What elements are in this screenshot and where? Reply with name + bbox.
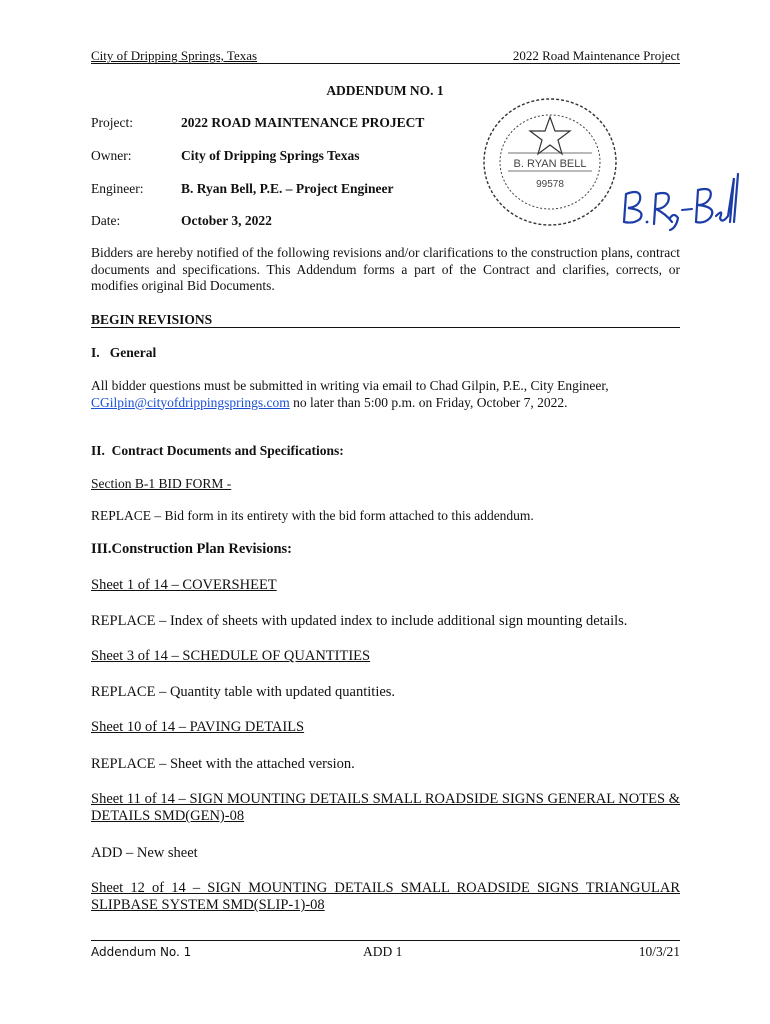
date-label: Date:	[91, 213, 121, 228]
section-b1-text: REPLACE – Bid form in its entirety with the bid form attached to this addendum.	[91, 508, 534, 523]
footer-left: Addendum No. 1	[91, 945, 192, 959]
header-left: City of Dripping Springs, Texas	[91, 48, 258, 63]
footer-date: 10/3/21	[638, 944, 680, 959]
footer-rule	[91, 940, 680, 941]
sheet-1-title: Sheet 1 of 14 – COVERSHEET	[91, 577, 277, 593]
city-engineer-email-link[interactable]: CGilpin@cityofdrippingsprings.com	[91, 394, 290, 410]
header-rule	[91, 63, 680, 64]
section-general-text	[91, 378, 680, 411]
project-value: 2022 ROAD MAINTENANCE PROJECT	[181, 115, 425, 130]
sheet-11-text: ADD – New sheet	[91, 845, 198, 861]
sheet-3-text: REPLACE – Quantity table with updated quantities.	[91, 684, 396, 700]
signature-icon	[620, 172, 750, 232]
sheet-11-title: Sheet 11 of 14 – SIGN MOUNTING DETAILS SMALL ROADSIDE SIGNS GENERAL NOTES & DETAILS SMD(GEN)-08	[91, 791, 680, 824]
sheet-10-text: REPLACE – Sheet with the attached version.	[91, 756, 355, 772]
section-general-heading: I. General	[91, 345, 157, 360]
header-right: 2022 Road Maintenance Project	[512, 48, 680, 63]
begin-revisions-heading: BEGIN REVISIONS	[91, 312, 213, 327]
general-text-line2	[91, 395, 680, 412]
section-contract-heading: II. Contract Documents and Specifications:	[91, 443, 344, 458]
date-value: October 3, 2022	[181, 213, 272, 228]
sheet-1-text: REPLACE – Index of sheets with updated index to include additional sign mounting details.	[91, 613, 628, 629]
sheet-3-title: Sheet 3 of 14 – SCHEDULE OF QUANTITIES	[91, 648, 371, 664]
document-title: ADDENDUM NO. 1	[326, 83, 444, 98]
begin-revisions-rule	[91, 327, 680, 328]
owner-label: Owner:	[91, 148, 132, 163]
engineer-value: B. Ryan Bell, P.E. – Project Engineer	[181, 181, 394, 196]
engineer-label: Engineer:	[91, 181, 144, 196]
seal-name: B. RYAN BELL	[513, 158, 587, 170]
section-plan-revisions-heading: III.Construction Plan Revisions:	[91, 541, 293, 557]
sheet-12-title: Sheet 12 of 14 – SIGN MOUNTING DETAILS SMALL ROADSIDE SIGNS TRIANGULAR SLIPBASE SYSTEM SMD(SLIP-1)-08	[91, 880, 680, 913]
footer-page-label: ADD 1	[363, 944, 403, 959]
project-label: Project:	[91, 115, 133, 130]
owner-value: City of Dripping Springs Texas	[181, 148, 360, 163]
section-b1-title: Section B-1 BID FORM -	[91, 476, 232, 491]
intro-paragraph: Bidders are hereby notified of the following revisions and/or clarifications to the construction plans, contract documents and specifications. This Addendum forms a part of the Contract and clarifies, corrects, or modifies original Bid Documents.	[91, 245, 680, 293]
sheet-10-title: Sheet 10 of 14 – PAVING DETAILS	[91, 719, 305, 735]
engineer-seal-icon	[480, 95, 620, 230]
seal-number: 99578	[536, 179, 564, 190]
general-text-deadline: no later than 5:00 p.m. on Friday, October 7, 2022.	[289, 394, 568, 410]
general-text-line1: All bidder questions must be submitted in writing via email to Chad Gilpin, P.E., City Engineer,	[91, 378, 609, 393]
